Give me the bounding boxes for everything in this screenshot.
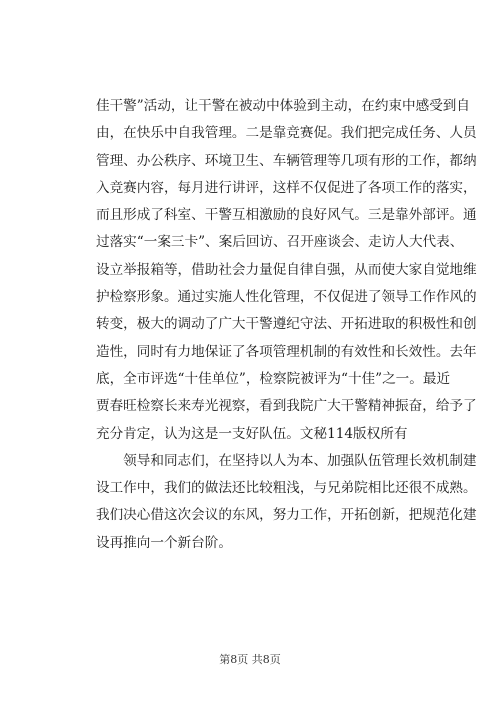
document-body: [96, 93, 477, 557]
text-line: 设工作中，我们的做法还比较粗浅，与兄弟院相比还很不成熟。: [96, 480, 477, 497]
page-number: 第8页 共8页: [219, 653, 281, 666]
text-line: 充分肯定，认为这是一支好队伍。文秘114版权所有: [96, 425, 408, 442]
paragraph-1: [96, 93, 477, 448]
text-line: 由，在快乐中自我管理。二是靠竞赛促。我们把完成任务、人员: [96, 125, 477, 142]
text-line: 转变，极大的调动了广大干警遵纪守法、开拓进取的积极性和创: [96, 316, 477, 333]
paragraph-2: [96, 448, 477, 557]
text-line: 我们决心借这次会议的东风，努力工作，开拓创新，把规范化建: [96, 507, 477, 524]
text-line: 设立举报箱等，借助社会力量促自律自强，从而使大家自觉地维: [96, 261, 477, 278]
text-line: 入竞赛内容，每月进行讲评，这样不仅促进了各项工作的落实，: [96, 179, 477, 196]
text-line: 设再推向一个新台阶。: [96, 534, 232, 551]
page-footer: [0, 651, 500, 667]
text-line: 护检察形象。通过实施人性化管理，不仅促进了领导工作作风的: [96, 289, 477, 306]
text-line: 而且形成了科室、干警互相激励的良好风气。三是靠外部评。通: [96, 207, 477, 224]
text-line: 造性，同时有力地保证了各项管理机制的有效性和长效性。去年: [96, 343, 477, 360]
text-line: 领导和同志们，在坚持以人为本、加强队伍管理长效机制建: [96, 452, 477, 469]
text-line: 过落实“一案三卡”、案后回访、召开座谈会、走访人大代表、: [96, 234, 464, 251]
text-line: 贾春旺检察长来寿光视察，看到我院广大干警精神振奋，给予了: [96, 398, 477, 415]
text-line: 管理、办公秩序、环境卫生、车辆管理等几项有形的工作，都纳: [96, 152, 477, 169]
text-line: 佳干警”活动，让干警在被动中体验到主动，在约束中感受到自: [96, 98, 470, 114]
text-line: 底，全市评选“十佳单位”，检察院被评为“十佳”之一。最近: [96, 370, 451, 387]
